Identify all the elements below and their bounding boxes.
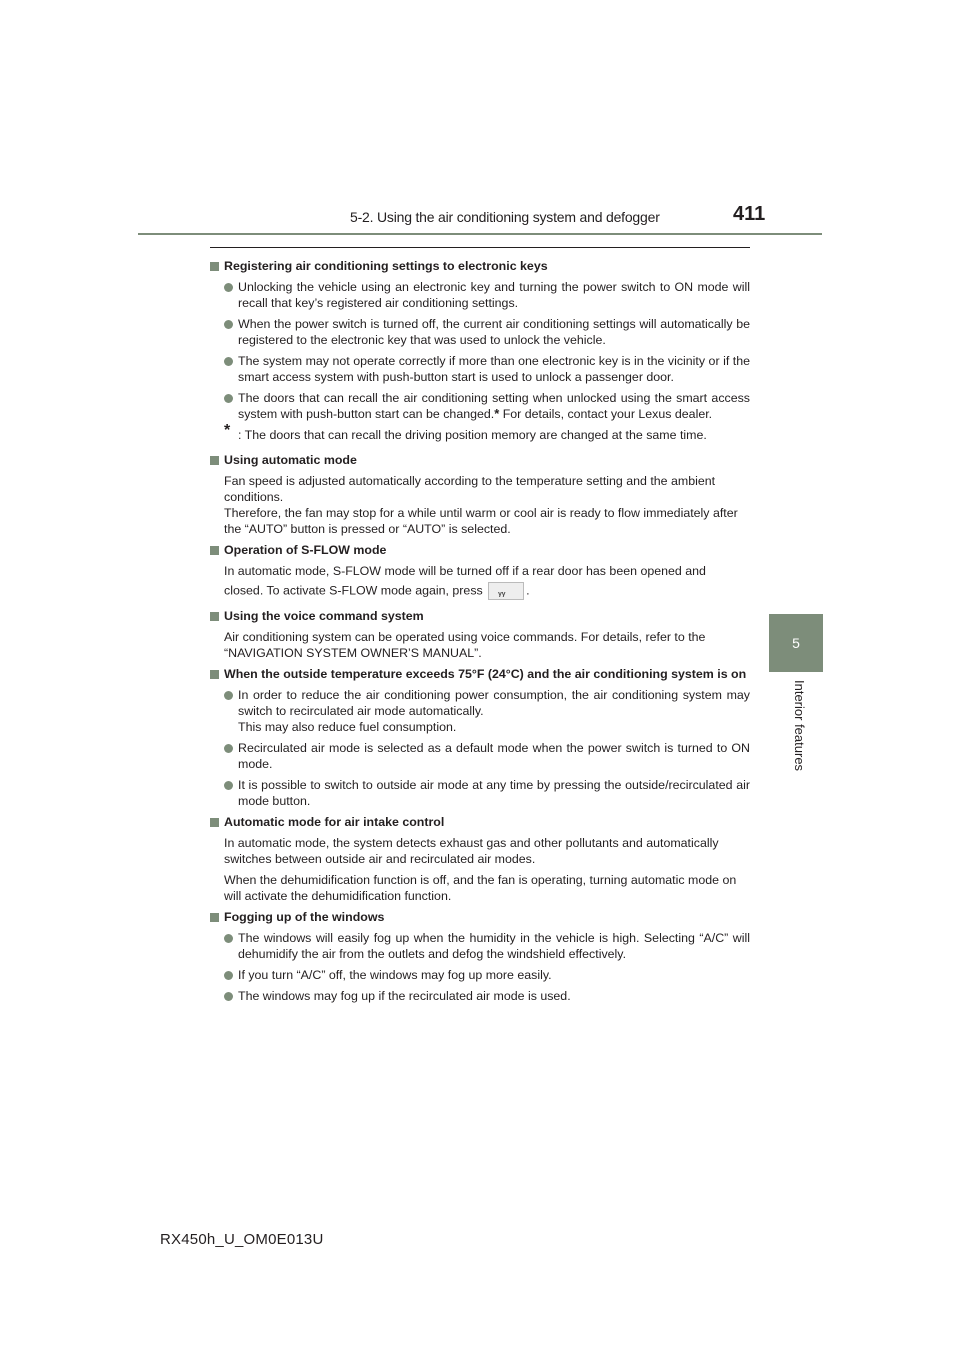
round-bullet-icon — [224, 394, 233, 403]
list-item: Recirculated air mode is selected as a default mode when the power switch is turned to ON mode. — [210, 740, 750, 772]
section-s-flow-mode — [210, 542, 750, 600]
list-item-continuation: This may also reduce fuel consumption. — [238, 720, 457, 734]
header-section-title: 5-2. Using the air conditioning system and defogger — [350, 209, 660, 225]
list-item: When the power switch is turned off, the current air conditioning settings will automatically be registered to the electronic key that was used to unlock the vehicle. — [210, 316, 750, 348]
section-voice-command — [210, 608, 750, 661]
round-bullet-icon — [224, 971, 233, 980]
square-bullet-icon — [210, 262, 219, 271]
square-bullet-icon — [210, 913, 219, 922]
round-bullet-icon — [224, 992, 233, 1001]
paragraph: Therefore, the fan may stop for a while until warm or cool air is ready to flow immediately after the “AUTO” button is pressed or “AUTO” is selected. — [224, 506, 738, 536]
section-automatic-mode — [210, 452, 750, 537]
round-bullet-icon — [224, 357, 233, 366]
round-bullet-icon — [224, 320, 233, 329]
list-item: In order to reduce the air conditioning power consumption, the air conditioning system may switch to recirculated air mode automatically. — [210, 687, 750, 719]
square-bullet-icon — [210, 612, 219, 621]
paragraph: In automatic mode, S-FLOW mode will be turned off if a rear door has been opened and — [224, 564, 706, 578]
round-bullet-icon — [224, 781, 233, 790]
section-outside-temperature — [210, 666, 750, 809]
list-item: It is possible to switch to outside air mode at any time by pressing the outside/recirculated air mode button. — [210, 777, 750, 809]
paragraph: When the dehumidification function is off, and the fan is operating, turning automatic mode on will activate the dehumidification function. — [224, 873, 737, 903]
chapter-label: Interior features — [792, 680, 807, 772]
header-divider — [138, 233, 822, 235]
section-title: Automatic mode for air intake control — [210, 814, 750, 830]
list-item: The windows will easily fog up when the humidity in the vehicle is high. Selecting “A/C” will dehumidify the air from the outlets and defog the windshield effectively. — [210, 930, 750, 962]
paragraph: closed. To activate S-FLOW mode again, press ᵧᵧ . — [224, 583, 530, 598]
list-item: Unlocking the vehicle using an electronic key and turning the power switch to ON mode will recall that key’s registered air conditioning settings. — [210, 279, 750, 311]
square-bullet-icon — [210, 818, 219, 827]
square-bullet-icon — [210, 456, 219, 465]
section-fogging-windows — [210, 909, 750, 1004]
section-title: Registering air conditioning settings to electronic keys — [210, 258, 750, 274]
page-number: 411 — [733, 203, 766, 225]
list-item: The system may not operate correctly if more than one electronic key is in the vicinity or if the smart access system with push-button start is used to unlock a passenger door. — [210, 353, 750, 385]
content-divider — [210, 247, 750, 248]
section-title: Fogging up of the windows — [210, 909, 750, 925]
paragraph: In automatic mode, the system detects exhaust gas and other pollutants and automatically switches between outside air and recirculated air modes. — [224, 836, 719, 866]
page-content — [210, 258, 750, 1009]
footnote-marker: * — [224, 422, 231, 439]
section-title: Using automatic mode — [210, 452, 750, 468]
section-title: When the outside temperature exceeds 75°F (24°C) and the air conditioning system is on — [210, 666, 750, 682]
round-bullet-icon — [224, 744, 233, 753]
round-bullet-icon — [224, 691, 233, 700]
list-item: The windows may fog up if the recirculated air mode is used. — [210, 988, 750, 1004]
section-air-intake-control — [210, 814, 750, 904]
list-item: The doors that can recall the air conditioning setting when unlocked using the smart access system with push-button start can be changed.* For details, contact your Lexus dealer. — [210, 390, 750, 422]
footnote: * : The doors that can recall the driving position memory are changed at the same time. — [224, 422, 707, 442]
paragraph: Fan speed is adjusted automatically according to the temperature setting and the ambient conditions. — [224, 474, 716, 504]
square-bullet-icon — [210, 546, 219, 555]
s-flow-button-icon: ᵧᵧ — [488, 582, 524, 600]
chapter-tab — [769, 614, 823, 672]
document-code: RX450h_U_OM0E013U — [160, 1231, 324, 1248]
footnote-marker: * — [494, 406, 500, 421]
section-registering-settings — [210, 258, 750, 443]
section-title: Operation of S-FLOW mode — [210, 542, 750, 558]
square-bullet-icon — [210, 670, 219, 679]
round-bullet-icon — [224, 934, 233, 943]
list-item: If you turn “A/C” off, the windows may fog up more easily. — [210, 967, 750, 983]
round-bullet-icon — [224, 283, 233, 292]
paragraph: Air conditioning system can be operated using voice commands. For details, refer to the “NAVIGATION SYSTEM OWNER’S MANUAL”. — [224, 630, 706, 660]
section-title: Using the voice command system — [210, 608, 750, 624]
chapter-number: 5 — [792, 635, 800, 651]
